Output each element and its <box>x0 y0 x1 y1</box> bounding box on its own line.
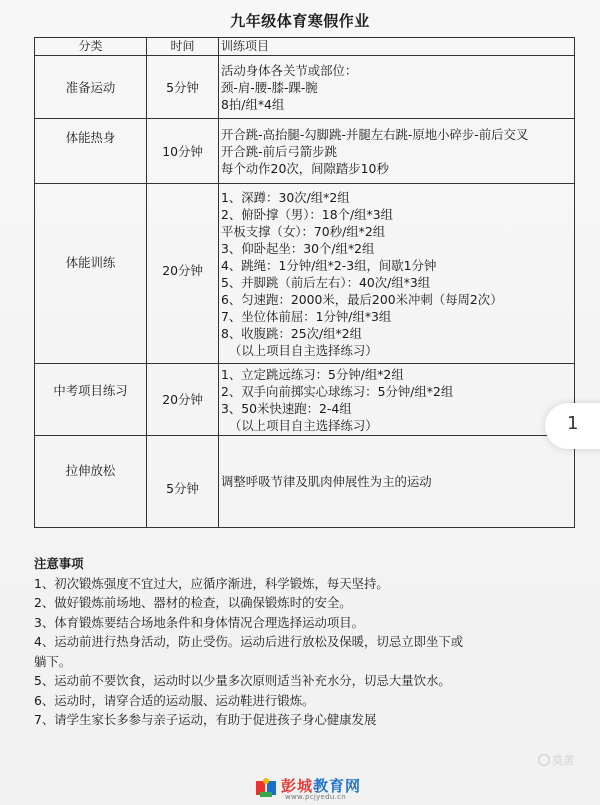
row-items <box>219 119 575 184</box>
table-row <box>35 436 575 528</box>
item-line: 4、跳绳：1分钟/组*2-3组，间歇1分钟 <box>221 258 437 273</box>
item-line: 2、俯卧撑（男）：18个/组*3组 <box>221 207 393 222</box>
training-table <box>34 37 575 528</box>
row-items <box>219 184 575 364</box>
item-line: 平板支撑（女）：70秒/组*2组 <box>221 224 386 239</box>
item-line: 1、立定跳远练习：5分钟/组*2组 <box>221 366 404 382</box>
note-item: 2、做好锻炼前场地、器材的检查，以确保锻炼时的安全。 <box>34 595 352 610</box>
table-row <box>35 119 575 184</box>
note-item-continued: 躺下。 <box>34 653 72 669</box>
item-line: 3、仰卧起坐：30个/组*2组 <box>221 241 375 256</box>
table-row <box>35 184 575 364</box>
note-item: 7、请学生家长多参与亲子运动，有助于促进孩子身心健康发展 <box>34 712 377 727</box>
note-item: 4、运动前进行热身活动，防止受伤。运动后进行放松及保暖，切忌立即坐下或 <box>34 634 464 649</box>
item-line: 调整呼吸节律及肌肉伸展性为主的运动 <box>221 474 432 489</box>
row-items <box>219 364 575 436</box>
book-logo-icon <box>255 777 277 799</box>
item-line: 3、50米快速跑：2-4组 <box>221 400 352 416</box>
note-item: 5、运动前不要饮食，运动时以少量多次原则适当补充水分，切忌大量饮水。 <box>34 673 451 688</box>
item-line: 每个动作20次，间隙踏步10秒 <box>221 160 389 176</box>
notes-heading: 注意事项 <box>34 556 84 571</box>
notes-section <box>34 554 554 730</box>
row-items <box>219 436 575 528</box>
item-line: 颈-肩-腰-膝-踝-腕 <box>221 79 318 95</box>
item-line: 5、并脚跳（前后左右）：40次/组*3组 <box>221 275 431 290</box>
item-line: 8、收腹跳：25次/组*2组 <box>221 326 363 341</box>
header-category: 分类 <box>35 38 147 56</box>
item-line: 开合跳-前后弓箭步跳 <box>221 143 337 159</box>
page-number: 1 <box>567 413 579 434</box>
item-line: 1、深蹲：30次/组*2组 <box>221 190 350 205</box>
document-title: 九年级体育寒假作业 <box>230 12 370 30</box>
table-row <box>35 56 575 119</box>
row-time: 5分钟 <box>147 436 219 528</box>
item-line: 活动身体各关节或部位： <box>221 62 358 78</box>
table-header-row <box>35 38 575 56</box>
row-time: 20分钟 <box>147 184 219 364</box>
item-line: （以上项目自主选择练习） <box>229 343 378 358</box>
item-line: 7、坐位体前屈：1分钟/组*3组 <box>221 309 392 324</box>
item-line: 开合跳-高抬腿-勾脚跳-并腿左右跳-原地小碎步-前后交叉 <box>221 126 529 142</box>
page-number-badge[interactable] <box>545 403 600 449</box>
table-row <box>35 364 575 436</box>
row-category: 体能训练 <box>35 184 147 364</box>
item-line: 2、双手向前掷实心球练习：5分钟/组*2组 <box>221 383 454 399</box>
item-line: （以上项目自主选择练习） <box>229 417 378 433</box>
note-item: 6、运动时，请穿合适的运动服、运动鞋进行锻炼。 <box>34 692 315 708</box>
row-items <box>219 56 575 119</box>
corner-watermark <box>538 752 574 768</box>
row-time: 10分钟 <box>147 119 219 184</box>
row-time: 20分钟 <box>147 364 219 436</box>
item-line: 8拍/组*4组 <box>221 96 285 112</box>
watermark-text: 莫蒸 <box>552 754 574 767</box>
row-category: 体能热身 <box>35 119 147 184</box>
site-url: www.pcjyedu.cn <box>285 793 347 801</box>
site-name-part-a: 彭城 <box>281 777 314 795</box>
row-time: 5分钟 <box>147 56 219 119</box>
row-category: 拉伸放松 <box>35 436 147 528</box>
item-line: 6、匀速跑：2000米，最后200米冲刺（每周2次） <box>221 292 503 307</box>
row-category: 准备运动 <box>35 56 147 119</box>
site-name-part-b: 教育网 <box>313 777 362 795</box>
watermark-circle-icon <box>538 754 550 766</box>
note-item: 1、初次锻炼强度不宜过大，应循序渐进，科学锻炼，每天坚持。 <box>34 575 389 591</box>
header-time: 时间 <box>147 38 219 56</box>
row-category: 中考项目练习 <box>35 364 147 436</box>
header-items: 训练项目 <box>219 38 575 56</box>
site-logo <box>255 775 395 803</box>
note-item: 3、体育锻炼要结合场地条件和身体情况合理选择运动项目。 <box>34 614 365 630</box>
